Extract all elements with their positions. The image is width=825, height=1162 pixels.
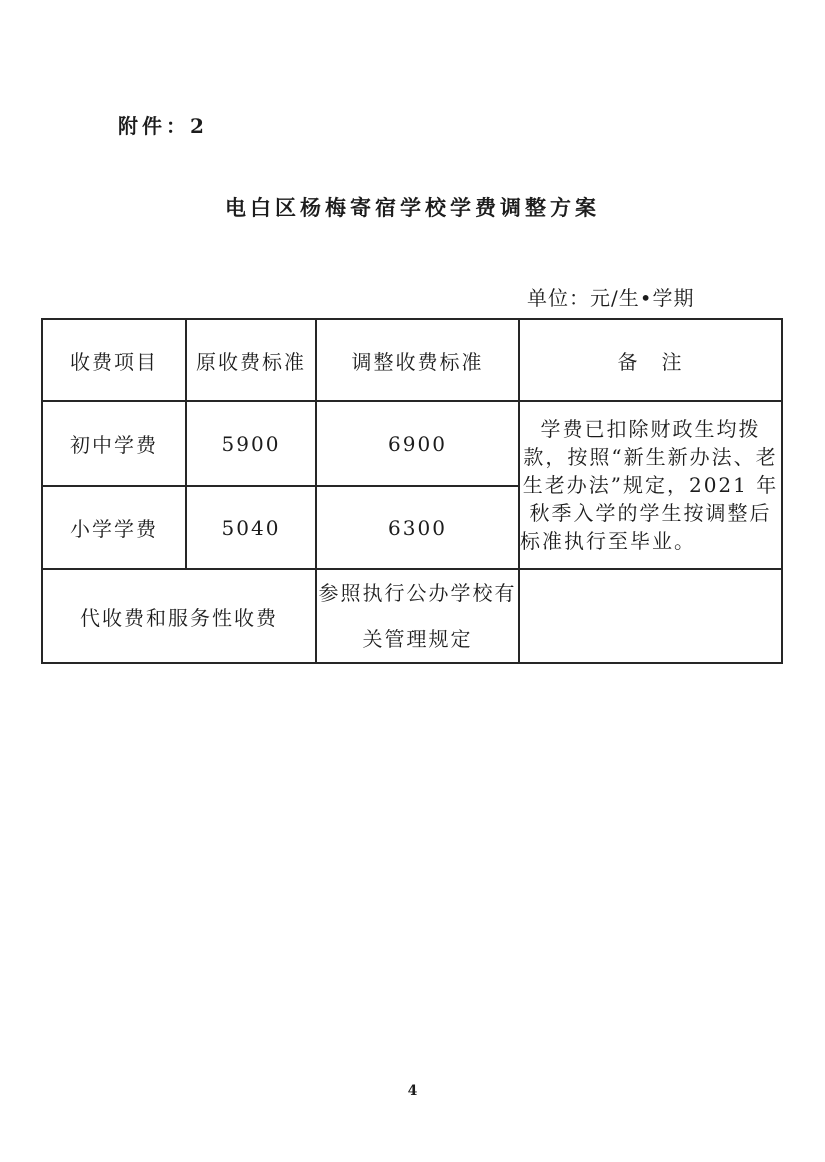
cell-empty-remark (519, 569, 782, 663)
header-remark: 备 注 (519, 319, 782, 401)
page-title: 电白区杨梅寄宿学校学费调整方案 (225, 195, 600, 220)
cell-original-fee: 5040 (186, 486, 316, 569)
cell-remark: 学费已扣除财政生均拨款，按照“新生新办法、老生老办法”规定，2021 年秋季入学的学生按调整后标准执行至毕业。 (519, 401, 782, 569)
fee-table (41, 318, 783, 664)
table-header-row (42, 319, 782, 401)
header-fee-item: 收费项目 (42, 319, 186, 401)
cell-policy-reference: 参照执行公办学校有关管理规定 (316, 569, 519, 663)
cell-adjusted-fee: 6900 (316, 401, 519, 486)
cell-item: 初中学费 (42, 401, 186, 486)
cell-original-fee: 5900 (186, 401, 316, 486)
attachment-label: 附件：2 (118, 114, 208, 138)
cell-item: 小学学费 (42, 486, 186, 569)
header-adjusted-standard: 调整收费标准 (316, 319, 519, 401)
header-original-standard: 原收费标准 (186, 319, 316, 401)
page-number: 4 (407, 1083, 418, 1099)
table-footer-row (42, 569, 782, 663)
unit-label: 单位：元/生•学期 (527, 286, 695, 310)
table-row-junior-high (42, 401, 782, 486)
cell-service-fees: 代收费和服务性收费 (42, 569, 316, 663)
cell-adjusted-fee: 6300 (316, 486, 519, 569)
